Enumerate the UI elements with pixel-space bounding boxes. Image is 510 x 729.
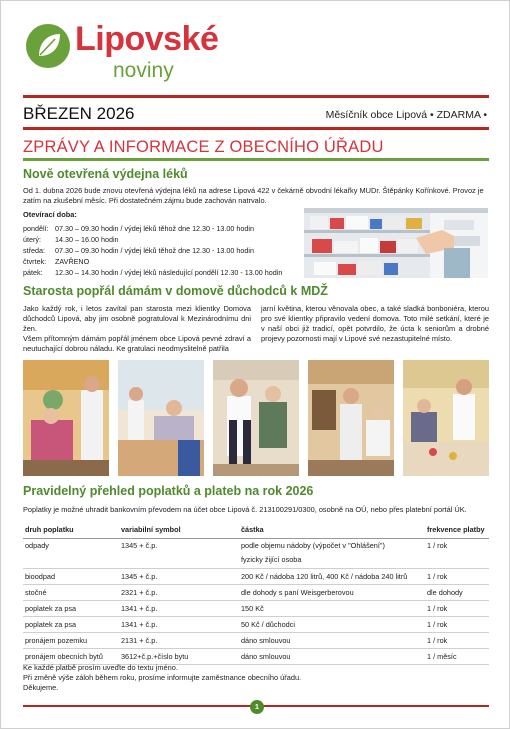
fees-cell: dáno smlouvou <box>239 648 425 664</box>
fees-cell: dáno smlouvou <box>239 632 425 648</box>
opening-hours <box>23 223 323 278</box>
leaf-logo-icon <box>25 23 71 69</box>
table-row <box>23 538 489 552</box>
article-mdz-title: Starosta popřál dámám v domově důchodců k MDŽ <box>23 284 328 298</box>
fees-cell: pronájem pozemku <box>23 632 119 648</box>
fees-cell: 2131 + č.p. <box>119 632 239 648</box>
fees-table <box>23 522 489 665</box>
hours-day: středa: <box>23 246 45 255</box>
fees-cell: 1 / rok <box>425 568 489 584</box>
fees-cell: 1341 + č.p. <box>119 616 239 632</box>
fees-cell: 1341 + č.p. <box>119 600 239 616</box>
hours-time: 12.30 – 14.30 hodin / výdej léků následující pondělí 12.30 - 13.00 hodin <box>55 268 283 277</box>
mdz-photo <box>403 360 489 476</box>
opening-hours-title: Otevírací doba: <box>23 210 77 219</box>
fees-header-cell: variabilní symbol <box>119 522 239 538</box>
article-pharmacy-body: Od 1. dubna 2026 bude znovu otevřená výdejna léků na adrese Lipová 422 v čekárně obvodní lékařky MUDr. Štěpánky Kořínkové. Provoz je zatím na zkušební měsíc. Při dostatečném zájmu bude zachován natrvalo. <box>23 186 484 205</box>
hours-day: čtvrtek: <box>23 257 47 266</box>
fees-header-cell: frekvence platby <box>425 522 489 538</box>
fees-cell <box>119 552 239 568</box>
fees-cell: 1 / rok <box>425 632 489 648</box>
fees-cell: stočné <box>23 584 119 600</box>
fees-cell: 150 Kč <box>239 600 425 616</box>
article-fees-intro: Poplatky je možné uhradit bankovním převodem na účet obce Lipová č. 213100291/0300, osobně na OÚ, nebo přes platební portál ÚK. <box>23 505 467 514</box>
masthead-tagline: Měsíčník obce Lipová • ZDARMA • <box>325 109 487 121</box>
header-rule-top <box>23 95 489 98</box>
mdz-photo <box>213 360 299 476</box>
hours-row <box>23 245 323 256</box>
table-row <box>23 616 489 632</box>
table-row <box>23 584 489 600</box>
table-row <box>23 568 489 584</box>
section-rule <box>23 158 489 161</box>
fees-header-cell: částka <box>239 522 425 538</box>
fees-cell: poplatek za psa <box>23 616 119 632</box>
fees-cell: odpady <box>25 540 49 550</box>
fees-cell: 50 Kč / důchodci <box>239 616 425 632</box>
fees-cell: podle objemu nádoby (výpočet v "Ohlášení") <box>241 540 385 550</box>
hours-row <box>23 223 323 234</box>
fees-cell: 1 / rok <box>427 540 448 550</box>
hours-row <box>23 234 323 245</box>
mdz-photo <box>23 360 109 476</box>
article-mdz-col2: jarní květina, kterou věnovala obec, a také sladká bonboniéra, kterou pro své klientky připravilo vedení domova. Toto milé setkání, které je v naší obci již tradicí, opět potvrdilo, že úcta k seniorům a drobné projevy pozornosti mají v Lipové své nezastupitelné místo. <box>261 304 489 343</box>
mdz-photo <box>308 360 394 476</box>
hours-day: pondělí: <box>23 224 49 233</box>
hours-day: pátek: <box>23 268 43 277</box>
hours-day: úterý: <box>23 235 41 244</box>
fees-cell: 1 / rok <box>425 616 489 632</box>
hours-row <box>23 256 323 267</box>
fees-cell <box>23 552 119 568</box>
fees-cell: dle dohody <box>425 584 489 600</box>
table-row <box>23 632 489 648</box>
hours-time: 14.30 – 16.00 hodin <box>55 235 119 244</box>
section-title: ZPRÁVY A INFORMACE Z OBECNÍHO ÚŘADU <box>23 138 384 156</box>
article-mdz-col1: Jako každý rok, i letos zavítal pan starosta mezi klientky Domova důchodců Lipová, aby jim osobně pogratuloval k Mezinárodnímu dni žen. Všem přítomným dámám popřál jménem obce Lipová pevné zdraví a neutuchající dobrou náladu. Ke gratulaci neodmyslitelně patřila <box>23 304 251 353</box>
table-row <box>23 552 489 568</box>
mdz-photo <box>118 360 204 476</box>
fees-cell: 1345 + č.p. <box>121 540 158 550</box>
fees-cell: 1 / měsíc <box>425 648 489 664</box>
header-rule-bottom <box>23 127 489 130</box>
fees-cell: pronájem obecních bytů <box>23 648 119 664</box>
fees-header-row <box>23 522 489 538</box>
fees-cell: 1 / rok <box>425 600 489 616</box>
fees-cell: 200 Kč / nádoba 120 litrů, 400 Kč / nádoba 240 litrů <box>239 568 425 584</box>
masthead-title: Lipovské <box>75 20 219 58</box>
fees-cell: dle dohody s paní Weisgerberovou <box>239 584 425 600</box>
article-pharmacy-title: Nově otevřená výdejna léků <box>23 167 188 181</box>
fees-cell: bioodpad <box>23 568 119 584</box>
page-number: 1 <box>250 700 264 714</box>
fees-cell: poplatek za psa <box>23 600 119 616</box>
pharmacy-shelf-photo <box>304 208 488 278</box>
article-fees-title: Pravidelný přehled poplatků a plateb na rok 2026 <box>23 484 314 498</box>
table-row <box>23 648 489 664</box>
fees-cell: 2321 + č.p. <box>119 584 239 600</box>
fees-cell: 1345 + č.p. <box>119 568 239 584</box>
masthead-subtitle: noviny <box>113 59 174 82</box>
issue-date: BŘEZEN 2026 <box>23 104 135 123</box>
hours-time: 07.30 – 09.30 hodin / výdej léků těhož dne 12.30 - 13.00 hodin <box>55 246 255 255</box>
fees-cell: 3612+č.p.+číslo bytu <box>119 648 239 664</box>
table-row <box>23 600 489 616</box>
fees-cell <box>425 552 489 568</box>
fees-footer-note: Ke každé platbě prosím uveďte do textu jméno. Při změně výše záloh během roku, prosíme informujte zaměstnance obecního úřadu. Děkujeme. <box>23 663 302 692</box>
fees-cell: fyzicky žijící osoba <box>239 552 425 568</box>
hours-time: ZAVŘENO <box>55 257 90 266</box>
fees-header-cell: druh poplatku <box>23 522 119 538</box>
hours-row <box>23 267 323 278</box>
hours-time: 07.30 – 09.30 hodin / výdej léků těhož dne 12.30 - 13.00 hodin <box>55 224 255 233</box>
mdz-photo-strip <box>23 360 489 476</box>
